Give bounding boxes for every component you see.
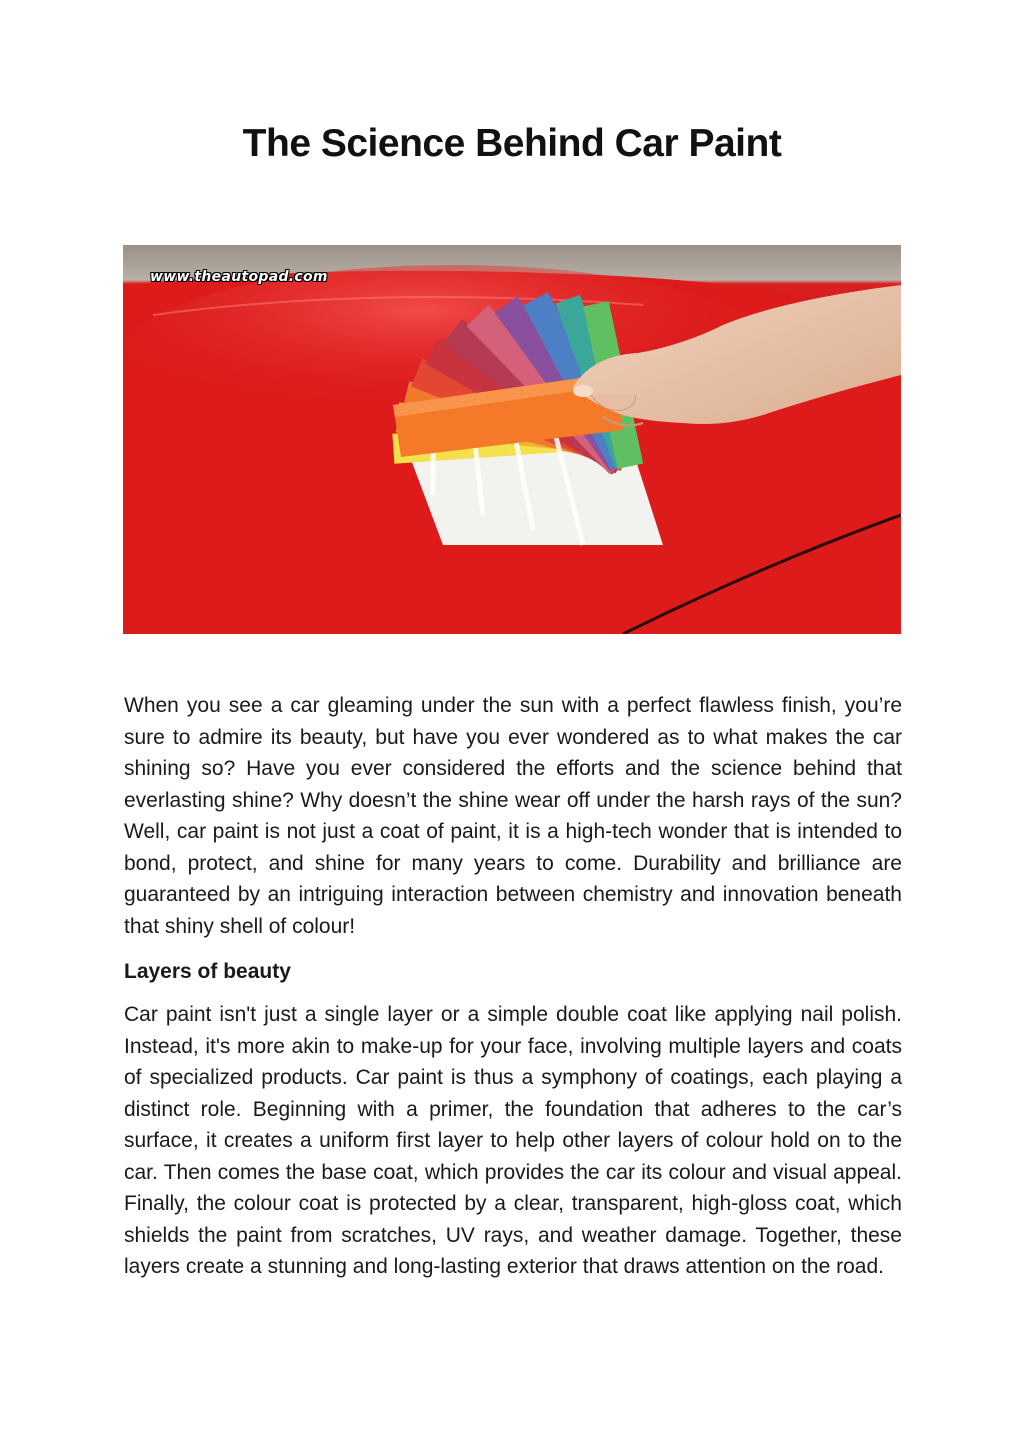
hero-image [123, 245, 901, 634]
article-body [124, 690, 902, 1283]
section-paragraph: Car paint isn't just a single layer or a simple double coat like applying nail polish. Instead, it's more akin to make-up for your face, involving multiple layers and coats of specialized products. Car paint is thus a symphony of coatings, each playing a distinct role. Beginning with a primer, the foundation that adheres to the car’s surface, it creates a uniform first layer to help other layers of colour hold on to the car. Then comes the base coat, which provides the car its colour and visual appeal. Finally, the colour coat is protected by a clear, transparent, high-gloss coat, which shields the paint from scratches, UV rays, and weather damage. Together, these layers create a stunning and long-lasting exterior that draws attention on the road. [124, 1003, 902, 1278]
intro-paragraph: When you see a car gleaming under the sun with a perfect flawless finish, you’re sure to admire its beauty, but have you ever wondered as to what makes the car shining so? Have you ever considered the efforts and the science behind that everlasting shine? Why doesn’t the shine wear off under the harsh rays of the sun? Well, car paint is not just a coat of paint, it is a high-tech wonder that is intended to bond, protect, and shine for many years to come. Durability and brilliance are guaranteed by an intriguing interaction between chemistry and innovation beneath that shiny shell of colour! [124, 694, 902, 938]
image-watermark: www.theautopad.com [150, 269, 328, 285]
car-paint-swatch-illustration [123, 245, 901, 634]
page-title: The Science Behind Car Paint [242, 122, 782, 165]
section-heading: Layers of beauty [124, 960, 291, 983]
